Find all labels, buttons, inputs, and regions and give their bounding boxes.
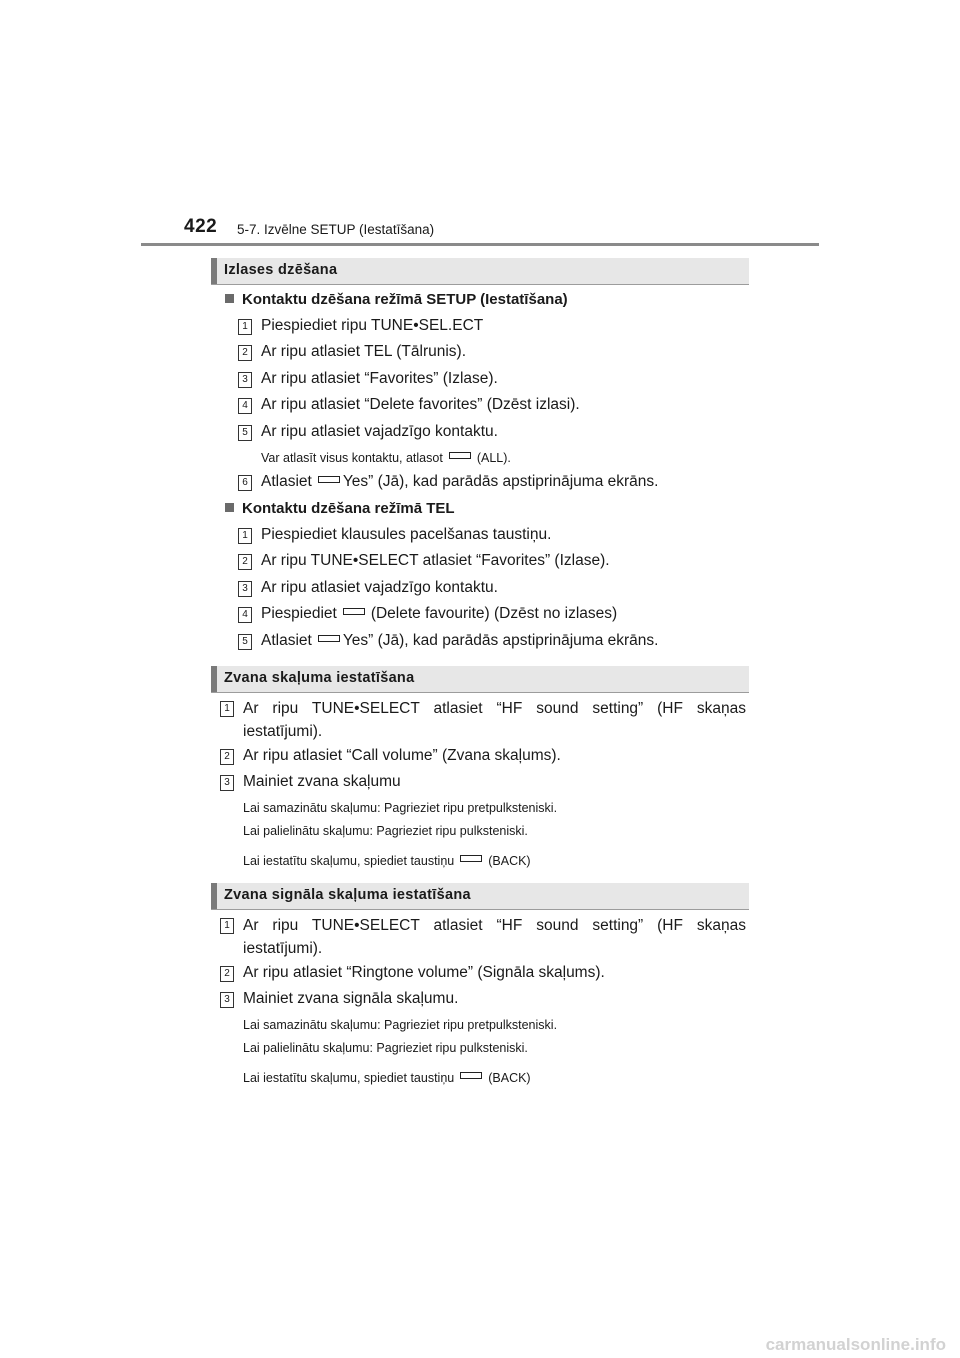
step-number: 2 — [220, 749, 234, 765]
step-number: 3 — [220, 992, 234, 1008]
step-number: 4 — [238, 607, 252, 623]
step-note: Lai samazinātu skaļumu: Pagrieziet ripu pretpulksteniski. — [243, 801, 558, 815]
step-number: 3 — [220, 775, 234, 791]
step-text: Ar ripu atlasiet vajadzīgo kontaktu. — [261, 423, 498, 440]
square-bullet-icon — [225, 503, 234, 512]
section-title-bar — [211, 666, 749, 693]
step-number: 1 — [238, 319, 252, 335]
button-icon — [460, 855, 482, 862]
step-number: 6 — [238, 475, 252, 491]
step-number: 2 — [238, 345, 252, 361]
step-text: Piespiediet ripu TUNE•SEL.ECT — [261, 317, 484, 334]
step-number: 5 — [238, 634, 252, 650]
step-number: 1 — [238, 528, 252, 544]
step-number: 4 — [238, 398, 252, 414]
button-icon — [343, 608, 365, 615]
step-text: Mainiet zvana signāla skaļumu. — [243, 990, 459, 1007]
step-text: Ar ripu atlasiet “Favorites” (Izlase). — [261, 370, 498, 387]
step-number: 1 — [220, 701, 234, 717]
step-text: Piespiediet klausules pacelšanas taustiņu. — [261, 526, 552, 543]
step-note: Lai iestatītu skaļumu, spiediet taustiņu (BACK) — [243, 1071, 531, 1085]
step-number: 2 — [238, 554, 252, 570]
step-text: Ar ripu atlasiet “Call volume” (Zvana skaļums). — [243, 747, 561, 764]
step-number: 2 — [220, 966, 234, 982]
step-note: Lai palielinātu skaļumu: Pagrieziet ripu pulksteniski. — [243, 1041, 528, 1055]
square-bullet-icon — [225, 294, 234, 303]
step-text: Mainiet zvana skaļumu — [243, 773, 401, 790]
section-title-bar — [211, 883, 749, 910]
step-text: Ar ripu atlasiet “Delete favorites” (Dzēst izlasi). — [261, 396, 580, 413]
section-title: Izlases dzēšana — [224, 262, 338, 278]
step-text: Ar ripu atlasiet TEL (Tālrunis). — [261, 343, 467, 360]
step-number: 5 — [238, 425, 252, 441]
section-title: Zvana skaļuma iestatīšana — [224, 670, 415, 686]
step-text: Ar ripu atlasiet vajadzīgo kontaktu. — [261, 579, 498, 596]
button-icon — [449, 452, 471, 459]
step-text: Piespiediet (Delete favourite) (Dzēst no izlases) — [261, 605, 618, 622]
step-text: Atlasiet Yes” (Jā), kad parādās apstiprinājuma ekrāns. — [261, 632, 659, 649]
section-title-bar — [211, 258, 749, 285]
header-rule — [141, 243, 819, 246]
step-number: 1 — [220, 918, 234, 934]
button-icon — [318, 476, 340, 483]
step-text: Ar ripu atlasiet “Ringtone volume” (Signāla skaļums). — [243, 964, 605, 981]
step-text: Ar ripu TUNE•SELECT atlasiet “HF sound setting” (HF skaņas iestatījumi). — [243, 700, 746, 740]
step-note: Var atlasīt visus kontaktu, atlasot (ALL). — [261, 451, 511, 465]
step-text: Ar ripu TUNE•SELECT atlasiet “Favorites” (Izlase). — [261, 552, 610, 569]
step-note: Lai samazinātu skaļumu: Pagrieziet ripu pretpulksteniski. — [243, 1018, 558, 1032]
step-note: Lai palielinātu skaļumu: Pagrieziet ripu pulksteniski. — [243, 824, 528, 838]
watermark[interactable]: carmanualsonline.info — [765, 1335, 946, 1354]
page-number: 422 — [184, 216, 218, 237]
subheading-tel-mode: Kontaktu dzēšana režīmā TEL — [225, 500, 455, 517]
running-head: 5-7. Izvēlne SETUP (Iestatīšana) — [237, 222, 435, 237]
step-text: Ar ripu TUNE•SELECT atlasiet “HF sound setting” (HF skaņas iestatījumi). — [243, 917, 746, 957]
step-number: 3 — [238, 581, 252, 597]
step-number: 3 — [238, 372, 252, 388]
button-icon — [318, 635, 340, 642]
button-icon — [460, 1072, 482, 1079]
subheading-setup-mode: Kontaktu dzēšana režīmā SETUP (Iestatīšana) — [225, 291, 568, 308]
step-text: Atlasiet Yes” (Jā), kad parādās apstiprinājuma ekrāns. — [261, 473, 659, 490]
step-note: Lai iestatītu skaļumu, spiediet taustiņu (BACK) — [243, 854, 531, 868]
section-title: Zvana signāla skaļuma iestatīšana — [224, 887, 471, 903]
